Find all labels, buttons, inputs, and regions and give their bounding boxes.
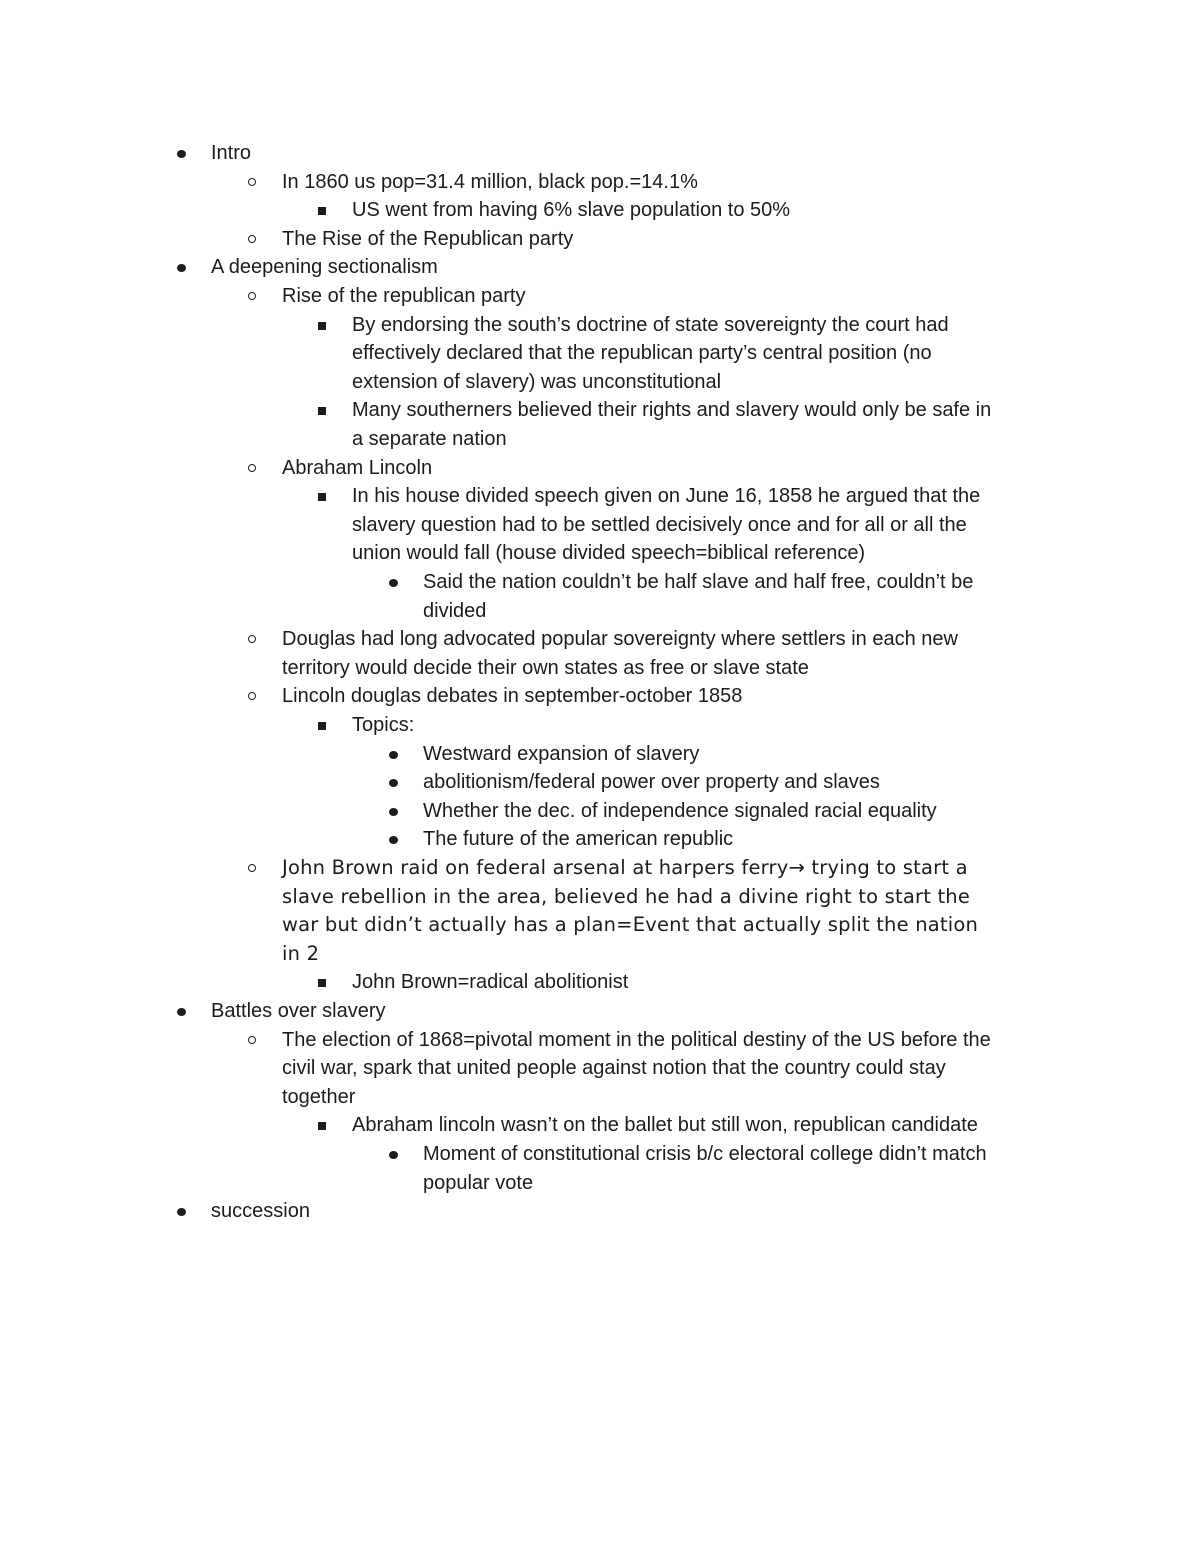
list-item-continuation: slave rebellion in the area, believed he had a divine right to start the: [282, 884, 971, 908]
bullet-icon: [172, 139, 192, 168]
list-item-continuation: slavery question had to be settled decisively once and for all or all the: [352, 513, 967, 536]
list-item-level-2: In 1860 us pop=31.4 million, black pop.=14.1%: [282, 170, 698, 193]
list-item-continuation: a separate nation: [352, 428, 507, 450]
bullet-icon: [243, 282, 263, 311]
list-item-continuation: popular vote: [423, 1171, 534, 1194]
list-item-level-4: Said the nation couldn’t be half slave and half free, couldn’t be: [423, 571, 974, 593]
list-item-level-4: The future of the american republic: [423, 828, 734, 851]
list-item-continuation: together: [282, 1085, 356, 1108]
bullet-icon: [384, 568, 404, 597]
bullet-icon: [313, 196, 333, 225]
bullet-icon: [384, 825, 404, 854]
list-item-level-3: In his house divided speech given on June 16, 1858 he argued that the: [352, 485, 981, 508]
list-item-continuation: extension of slavery) was unconstitutional: [352, 370, 722, 393]
bullet-icon: [243, 625, 263, 654]
list-item-continuation: divided: [423, 599, 487, 622]
list-item-level-2: Rise of the republican party: [282, 285, 526, 307]
list-item-level-3: John Brown=radical abolitionist: [352, 971, 629, 994]
list-item-continuation: effectively declared that the republican party’s central position (no: [352, 342, 932, 365]
list-item-level-2: The election of 1868=pivotal moment in the political destiny of the US before the: [282, 1028, 991, 1051]
list-item-level-4: Moment of constitutional crisis b/c electoral college didn’t match: [423, 1143, 987, 1165]
bullet-icon: [243, 225, 263, 254]
list-item-level-3: By endorsing the south’s doctrine of state sovereignty the court had: [352, 313, 949, 336]
bullet-icon: [384, 768, 404, 797]
list-item-level-1: A deepening sectionalism: [211, 256, 438, 279]
list-item-level-4: Westward expansion of slavery: [423, 742, 700, 765]
list-item-level-3: Abraham lincoln wasn’t on the ballet but still won, republican candidate: [352, 1114, 978, 1137]
list-item-continuation: in 2: [282, 941, 320, 965]
list-item-continuation: union would fall (house divided speech=biblical reference): [352, 542, 866, 565]
bullet-icon: [243, 1026, 263, 1055]
list-item-level-2: Abraham Lincoln: [282, 456, 433, 479]
bullet-icon: [313, 711, 333, 740]
list-item-level-4: abolitionism/federal power over property and slaves: [423, 771, 880, 794]
bullet-icon: [384, 740, 404, 769]
list-item-level-2: John Brown raid on federal arsenal at harpers ferry→ trying to start a: [282, 856, 968, 879]
list-item-level-2: Lincoln douglas debates in september-october 1858: [282, 685, 743, 708]
list-item-level-3: Topics:: [352, 714, 415, 736]
list-item-continuation: civil war, spark that united people against notion that the country could stay: [282, 1057, 946, 1080]
bullet-icon: [313, 396, 333, 425]
bullet-icon: [313, 311, 333, 340]
bullet-icon: [313, 1111, 333, 1140]
list-item-level-1: succession: [211, 1200, 310, 1223]
list-item-level-2: The Rise of the Republican party: [282, 227, 574, 250]
bullet-icon: [384, 1140, 404, 1169]
list-item-continuation: territory would decide their own states as free or slave state: [282, 656, 809, 679]
bullet-icon: [384, 797, 404, 826]
bullet-icon: [313, 968, 333, 997]
bullet-icon: [243, 168, 263, 197]
bullet-icon: [243, 854, 263, 883]
list-item-level-1: Battles over slavery: [211, 1000, 386, 1022]
bullet-icon: [172, 1197, 192, 1226]
bullet-icon: [172, 253, 192, 282]
list-item-level-3: Many southerners believed their rights and slavery would only be safe in: [352, 399, 992, 422]
list-item-level-3: US went from having 6% slave population to 50%: [352, 199, 791, 222]
list-item-level-1: Intro: [211, 142, 252, 164]
bullet-icon: [172, 997, 192, 1026]
list-item-level-4: Whether the dec. of independence signaled racial equality: [423, 799, 937, 822]
list-item-continuation: war but didn’t actually has a plan=Event that actually split the nation: [282, 913, 979, 937]
bullet-icon: [313, 482, 333, 511]
bullet-icon: [243, 682, 263, 711]
list-item-level-2: Douglas had long advocated popular sovereignty where settlers in each new: [282, 628, 958, 651]
bullet-icon: [243, 454, 263, 483]
